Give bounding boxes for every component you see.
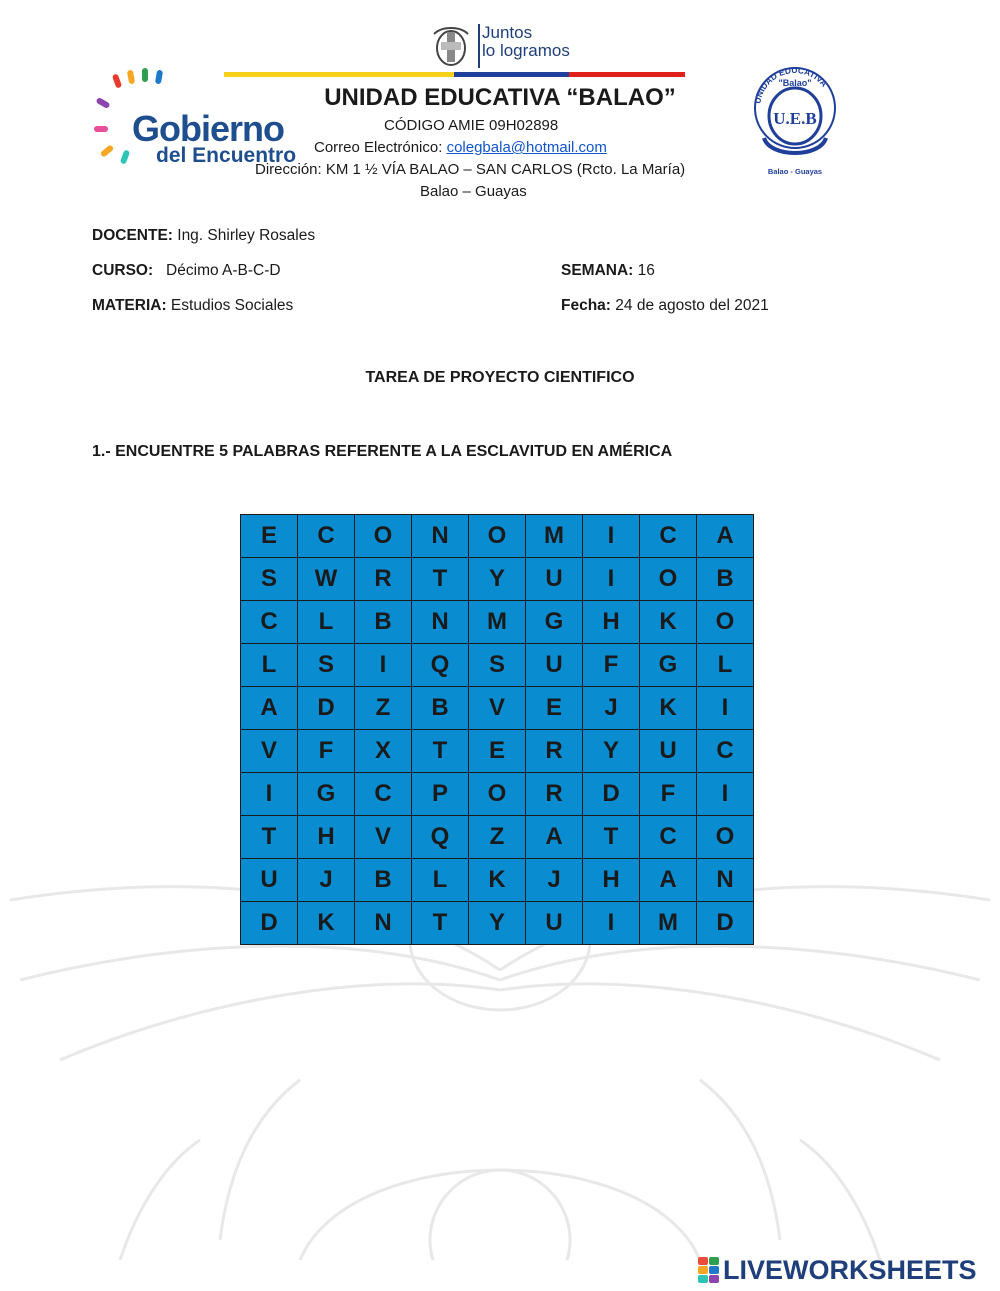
grid-cell[interactable]: T: [412, 558, 469, 601]
word-search-grid: [240, 514, 754, 945]
grid-cell[interactable]: T: [412, 902, 469, 945]
docente-label: DOCENTE:: [92, 227, 173, 244]
grid-cell[interactable]: C: [355, 773, 412, 816]
grid-row: [241, 687, 754, 730]
grid-cell[interactable]: I: [697, 773, 754, 816]
crest-name: "Balao": [778, 78, 812, 88]
grid-cell[interactable]: I: [697, 687, 754, 730]
grid-cell[interactable]: J: [526, 859, 583, 902]
grid-cell[interactable]: I: [583, 902, 640, 945]
task-title: TAREA DE PROYECTO CIENTIFICO: [365, 369, 635, 386]
grid-cell[interactable]: L: [412, 859, 469, 902]
grid-cell[interactable]: U: [640, 730, 697, 773]
grid-cell[interactable]: L: [241, 644, 298, 687]
grid-cell[interactable]: O: [469, 773, 526, 816]
materia-line: [92, 297, 293, 315]
grid-cell[interactable]: R: [355, 558, 412, 601]
grid-cell[interactable]: N: [412, 601, 469, 644]
grid-cell[interactable]: K: [640, 687, 697, 730]
grid-cell[interactable]: Y: [469, 558, 526, 601]
grid-cell[interactable]: I: [583, 558, 640, 601]
grid-cell[interactable]: U: [526, 558, 583, 601]
grid-cell[interactable]: B: [412, 687, 469, 730]
juntos-line1: Juntos: [482, 23, 533, 42]
crest-monogram: U.E.B: [773, 109, 817, 128]
semana-line: [561, 262, 655, 280]
grid-cell[interactable]: B: [697, 558, 754, 601]
logo-divider: [478, 24, 480, 68]
address-line: Dirección: KM 1 ½ VÍA BALAO – SAN CARLOS (Rcto. La María): [255, 161, 686, 178]
grid-cell[interactable]: B: [355, 859, 412, 902]
grid-cell[interactable]: F: [583, 644, 640, 687]
grid-cell[interactable]: O: [697, 601, 754, 644]
grid-row: [241, 558, 754, 601]
grid-cell[interactable]: A: [241, 687, 298, 730]
grid-cell[interactable]: R: [526, 773, 583, 816]
flag-color-line: [224, 72, 685, 77]
grid-cell[interactable]: C: [640, 816, 697, 859]
grid-row: [241, 601, 754, 644]
curso-value: Décimo A-B-C-D: [153, 262, 281, 279]
grid-cell[interactable]: B: [355, 601, 412, 644]
grid-cell[interactable]: O: [640, 558, 697, 601]
grid-cell[interactable]: E: [526, 687, 583, 730]
grid-cell[interactable]: W: [298, 558, 355, 601]
amie-code: CÓDIGO AMIE 09H02898: [384, 117, 559, 134]
grid-cell[interactable]: T: [241, 816, 298, 859]
liveworksheets-text: LIVEWORKSHEETS: [723, 1254, 977, 1285]
grid-row: [241, 773, 754, 816]
grid-cell[interactable]: K: [298, 902, 355, 945]
grid-cell[interactable]: C: [298, 515, 355, 558]
grid-cell[interactable]: K: [640, 601, 697, 644]
ecuador-shield-icon: [426, 20, 476, 70]
materia-label: MATERIA:: [92, 297, 167, 314]
grid-cell[interactable]: G: [298, 773, 355, 816]
grid-cell[interactable]: T: [583, 816, 640, 859]
semana-label: SEMANA:: [561, 262, 634, 279]
grid-cell[interactable]: K: [469, 859, 526, 902]
grid-cell[interactable]: J: [583, 687, 640, 730]
gov-logo-line1: Gobierno: [132, 108, 284, 149]
email-link[interactable]: colegbala@hotmail.com: [446, 139, 607, 156]
grid-cell[interactable]: V: [355, 816, 412, 859]
grid-cell[interactable]: L: [697, 644, 754, 687]
docente-value: Ing. Shirley Rosales: [172, 227, 316, 244]
grid-cell[interactable]: G: [526, 601, 583, 644]
grid-cell[interactable]: Q: [412, 644, 469, 687]
grid-row: [241, 515, 754, 558]
grid-cell[interactable]: A: [526, 816, 583, 859]
ueb-school-crest: [750, 60, 840, 180]
grid-cell[interactable]: S: [241, 558, 298, 601]
grid-cell[interactable]: H: [298, 816, 355, 859]
grid-cell[interactable]: S: [469, 644, 526, 687]
liveworksheets-logo-icon: [698, 1257, 719, 1283]
grid-cell[interactable]: F: [640, 773, 697, 816]
grid-cell[interactable]: L: [298, 601, 355, 644]
grid-cell[interactable]: U: [526, 644, 583, 687]
curso-line: [92, 262, 281, 280]
grid-cell[interactable]: R: [526, 730, 583, 773]
instruction: 1.- ENCUENTRE 5 PALABRAS REFERENTE A LA ESCLAVITUD EN AMÉRICA: [92, 443, 673, 460]
grid-cell[interactable]: Q: [412, 816, 469, 859]
grid-cell[interactable]: Y: [583, 730, 640, 773]
grid-cell[interactable]: Z: [355, 687, 412, 730]
grid-cell[interactable]: E: [469, 730, 526, 773]
email-line: [314, 139, 607, 156]
grid-cell[interactable]: G: [640, 644, 697, 687]
grid-cell[interactable]: N: [412, 515, 469, 558]
grid-cell[interactable]: J: [298, 859, 355, 902]
grid-cell[interactable]: I: [241, 773, 298, 816]
fecha-value: 24 de agosto del 2021: [610, 297, 769, 314]
grid-cell[interactable]: A: [697, 515, 754, 558]
grid-row: [241, 902, 754, 945]
docente-line: [92, 227, 315, 245]
grid-cell[interactable]: D: [697, 902, 754, 945]
grid-cell[interactable]: E: [241, 515, 298, 558]
grid-cell[interactable]: U: [241, 859, 298, 902]
grid-cell[interactable]: N: [697, 859, 754, 902]
grid-cell[interactable]: F: [298, 730, 355, 773]
grid-cell[interactable]: O: [697, 816, 754, 859]
grid-cell[interactable]: V: [469, 687, 526, 730]
crest-bottom-text: Balao - Guayas: [767, 167, 823, 176]
grid-row: [241, 644, 754, 687]
gobierno-del-encuentro-logo: [96, 68, 306, 168]
grid-cell[interactable]: M: [640, 902, 697, 945]
crest-top-text: UNIDAD EDUCATIVA: [752, 64, 830, 105]
grid-cell[interactable]: C: [640, 515, 697, 558]
school-name: UNIDAD EDUCATIVA “BALAO”: [324, 84, 676, 111]
grid-row: [241, 730, 754, 773]
materia-value: Estudios Sociales: [166, 297, 294, 314]
email-label: Correo Electrónico:: [314, 139, 447, 156]
grid-cell[interactable]: V: [241, 730, 298, 773]
grid-cell[interactable]: C: [697, 730, 754, 773]
grid-cell[interactable]: M: [526, 515, 583, 558]
grid-row: [241, 859, 754, 902]
grid-row: [241, 816, 754, 859]
grid-cell[interactable]: N: [355, 902, 412, 945]
juntos-line2: lo logramos: [482, 41, 570, 60]
curso-label: CURSO:: [92, 262, 154, 279]
juntos-lo-logramos-logo: [426, 20, 596, 72]
grid-cell[interactable]: Y: [469, 902, 526, 945]
grid-cell[interactable]: X: [355, 730, 412, 773]
grid-cell[interactable]: O: [469, 515, 526, 558]
grid-cell[interactable]: Z: [469, 816, 526, 859]
grid-cell[interactable]: M: [469, 601, 526, 644]
semana-value: 16: [633, 262, 655, 279]
grid-cell[interactable]: O: [355, 515, 412, 558]
grid-cell[interactable]: I: [583, 515, 640, 558]
grid-cell[interactable]: D: [583, 773, 640, 816]
grid-cell[interactable]: H: [583, 601, 640, 644]
gov-logo-line2: del Encuentro: [156, 144, 297, 167]
grid-cell[interactable]: P: [412, 773, 469, 816]
grid-cell[interactable]: S: [298, 644, 355, 687]
grid-cell[interactable]: H: [583, 859, 640, 902]
grid-cell[interactable]: D: [298, 687, 355, 730]
grid-cell[interactable]: D: [241, 902, 298, 945]
grid-cell[interactable]: T: [412, 730, 469, 773]
grid-cell[interactable]: U: [526, 902, 583, 945]
grid-cell[interactable]: I: [355, 644, 412, 687]
liveworksheets-brand: [698, 1254, 977, 1286]
grid-cell[interactable]: C: [241, 601, 298, 644]
fecha-label: Fecha:: [561, 297, 611, 314]
fecha-line: [561, 297, 769, 315]
grid-cell[interactable]: A: [640, 859, 697, 902]
city-line: Balao – Guayas: [420, 183, 527, 200]
